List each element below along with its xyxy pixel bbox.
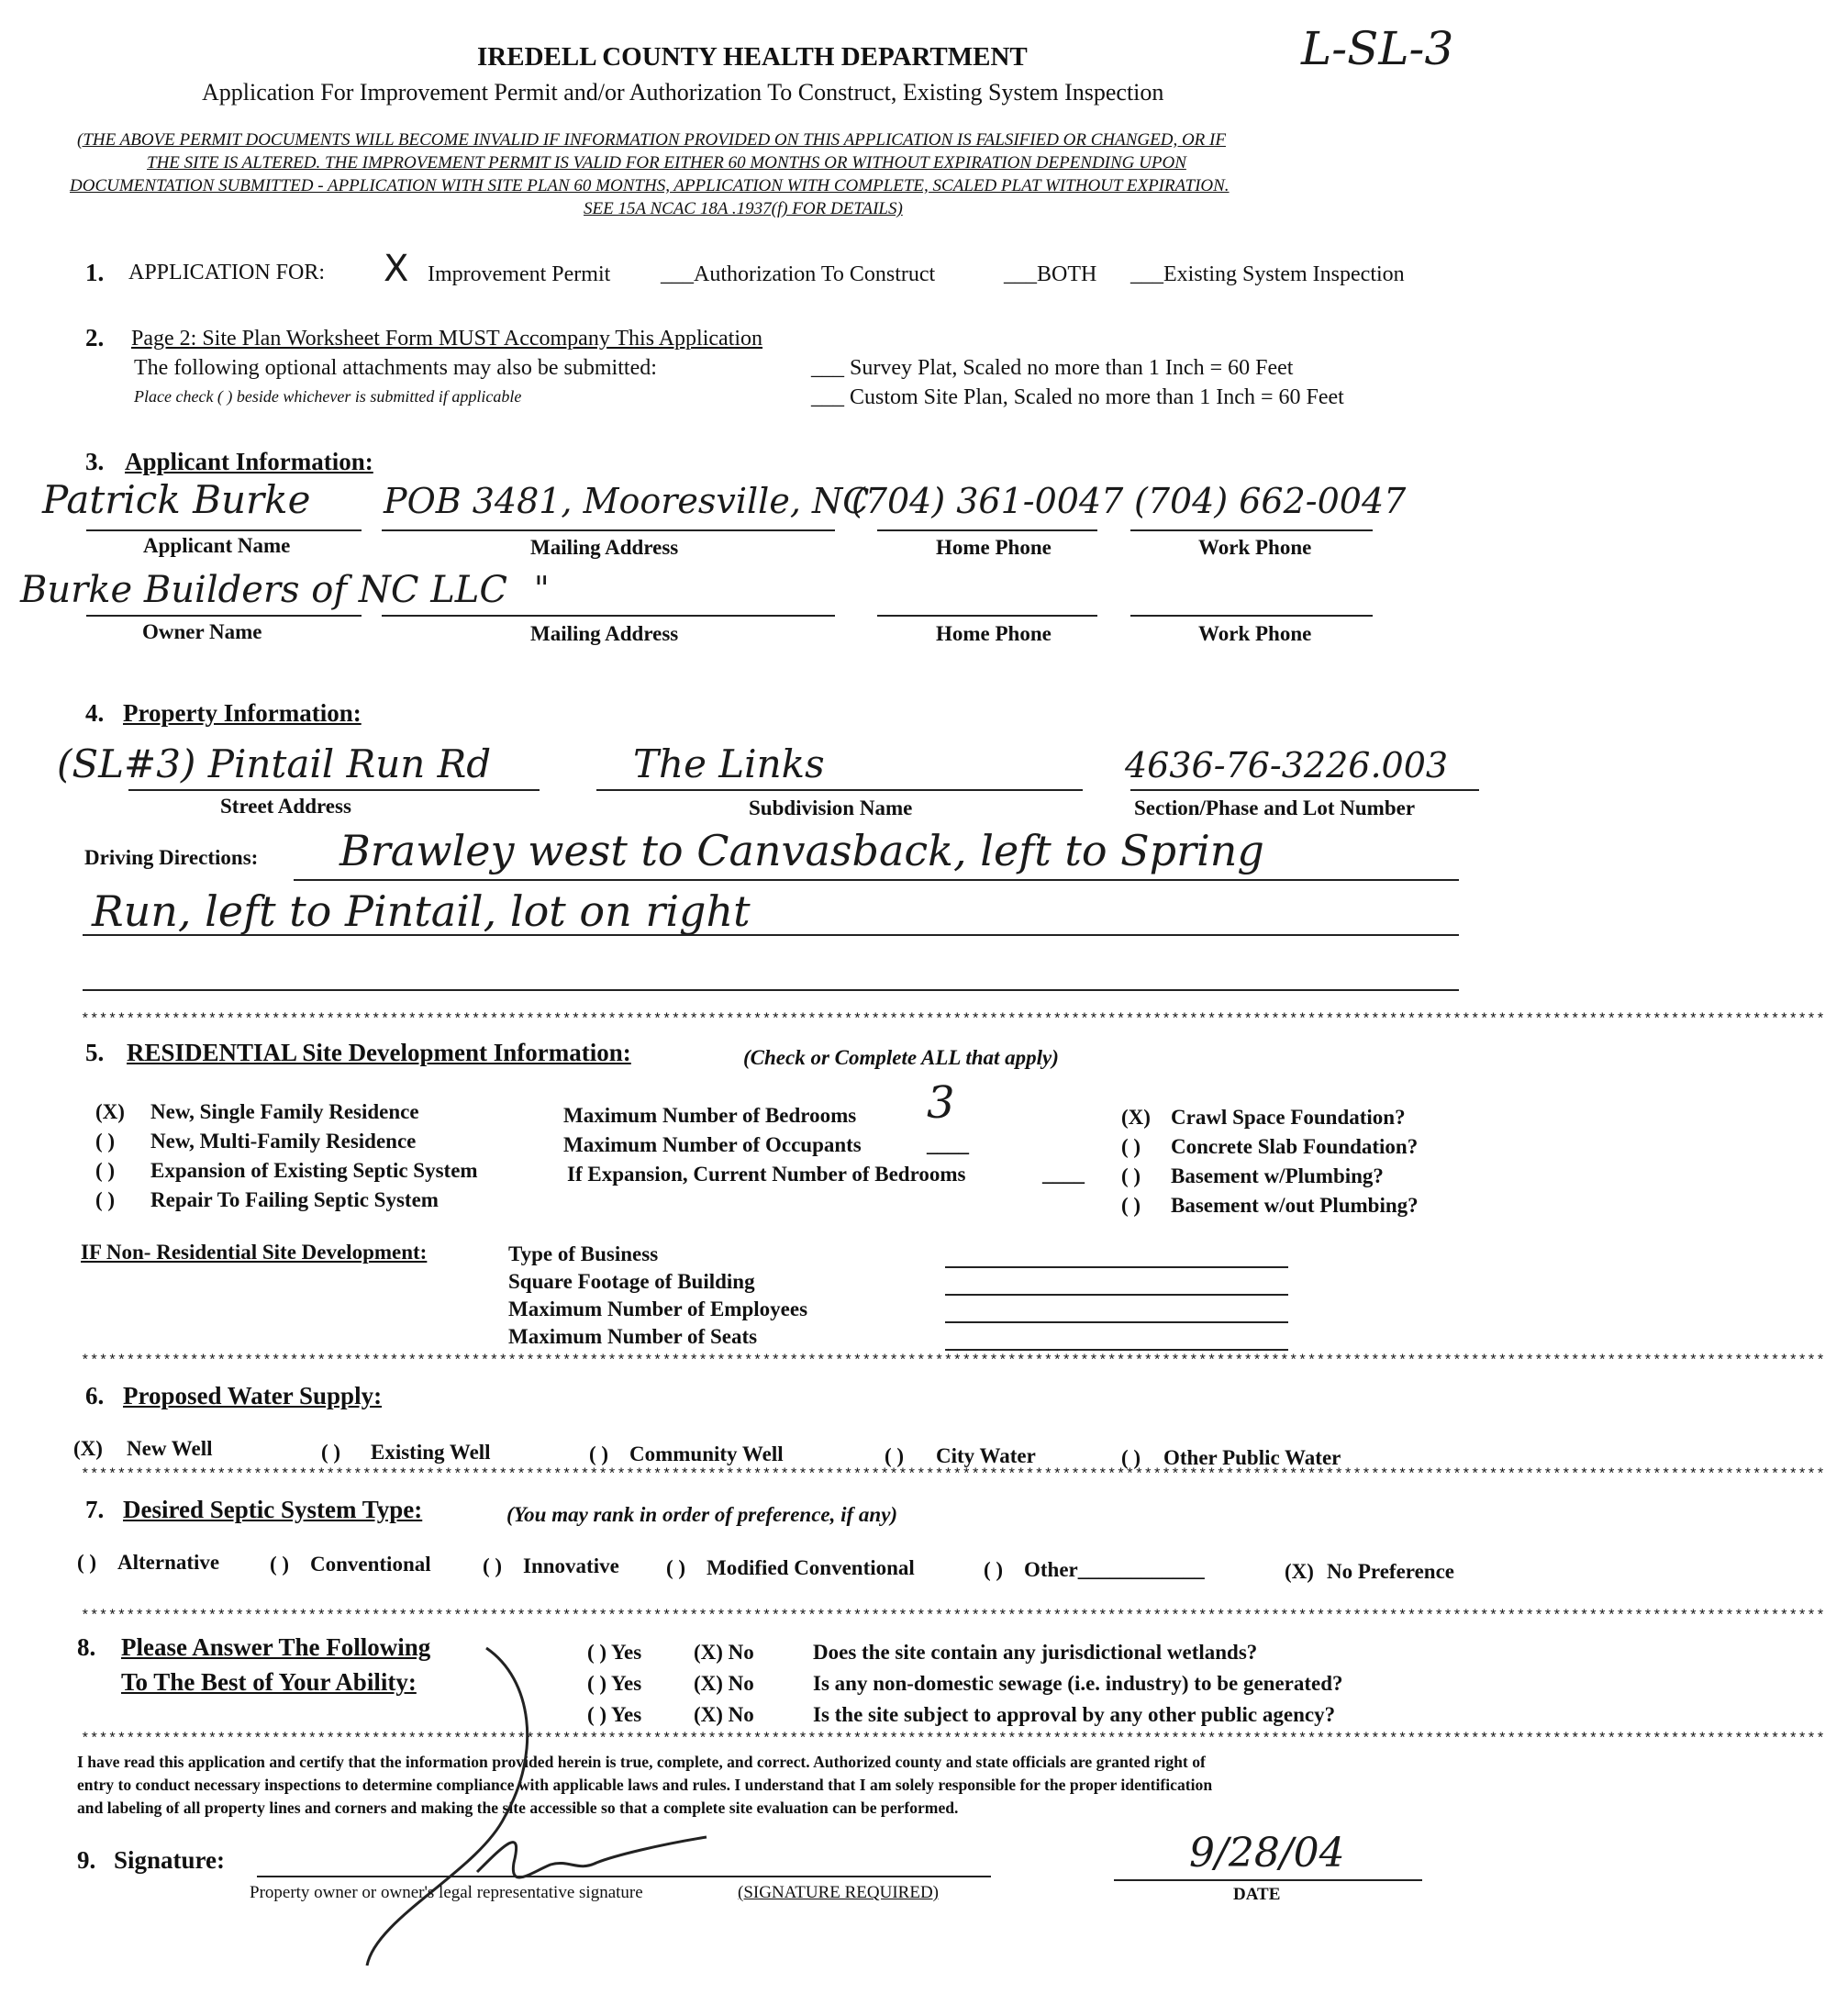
owner-name-label: Owner Name bbox=[142, 620, 262, 643]
home-phone-label: Home Phone bbox=[936, 536, 1052, 559]
driving-directions-label: Driving Directions: bbox=[84, 846, 259, 869]
sewage-question: Is any non-domestic sewage (i.e. industry) to be generated? bbox=[813, 1672, 1343, 1695]
check-community-well[interactable]: ( ) bbox=[589, 1442, 609, 1465]
questions-heading-1: Please Answer The Following bbox=[121, 1633, 431, 1661]
section-7-number: 7. bbox=[85, 1496, 105, 1523]
agency-question: Is the site subject to approval by any other public agency? bbox=[813, 1703, 1336, 1726]
check-no-preference[interactable]: (X) bbox=[1285, 1560, 1314, 1583]
concrete-slab-label: Concrete Slab Foundation? bbox=[1171, 1135, 1419, 1158]
subdivision-value[interactable]: The Links bbox=[633, 741, 825, 786]
check-multi-family[interactable]: ( ) bbox=[95, 1130, 116, 1153]
optional-attachments-text: The following optional attachments may also be submitted: bbox=[134, 356, 657, 380]
handwritten-code: L-SL-3 bbox=[1301, 22, 1454, 75]
max-occupants-label: Maximum Number of Occupants bbox=[563, 1133, 862, 1156]
questions-heading-2: To The Best of Your Ability: bbox=[121, 1668, 417, 1696]
square-footage-label: Square Footage of Building bbox=[508, 1270, 755, 1293]
sewage-yes[interactable]: ( ) Yes bbox=[587, 1672, 642, 1695]
applicant-name-label: Applicant Name bbox=[143, 534, 291, 557]
max-occupants-value[interactable]: ____ bbox=[927, 1133, 969, 1156]
basement-plumbing-label: Basement w/Plumbing? bbox=[1171, 1164, 1384, 1187]
section-1-number: 1. bbox=[85, 259, 105, 286]
other-label: Other____________ bbox=[1024, 1558, 1205, 1581]
max-employees-field[interactable] bbox=[945, 1321, 1288, 1323]
owner-mailing-label: Mailing Address bbox=[530, 622, 679, 645]
check-expansion[interactable]: ( ) bbox=[95, 1159, 116, 1182]
type-of-business-label: Type of Business bbox=[508, 1242, 659, 1265]
opt-survey-plat[interactable]: ___ Survey Plat, Scaled no more than 1 Inch = 60 Feet bbox=[811, 356, 1294, 380]
notice-line-1: (THE ABOVE PERMIT DOCUMENTS WILL BECOME INVALID IF INFORMATION PROVIDED ON THIS APPLICATION IS FALSIFIED OR CHANGED, OR IF bbox=[77, 130, 1226, 150]
form-title: IREDELL COUNTY HEALTH DEPARTMENT bbox=[477, 42, 1028, 72]
check-repair[interactable]: ( ) bbox=[95, 1188, 116, 1211]
alternative-label: Alternative bbox=[117, 1551, 220, 1574]
check-concrete-slab[interactable]: ( ) bbox=[1121, 1135, 1141, 1158]
work-phone-label: Work Phone bbox=[1198, 536, 1312, 559]
home-phone-value[interactable]: (704) 361-0047 bbox=[851, 481, 1124, 521]
residential-heading: RESIDENTIAL Site Development Information: bbox=[127, 1039, 631, 1066]
place-check-text: Place check ( ) beside whichever is submitted if applicable bbox=[134, 387, 522, 406]
notice-line-2: THE SITE IS ALTERED. THE IMPROVEMENT PERMIT IS VALID FOR EITHER 60 MONTHS OR WITHOUT EXPIRATION DEPENDING UPON bbox=[147, 153, 1186, 173]
wetlands-question: Does the site contain any jurisdictional wetlands? bbox=[813, 1641, 1258, 1664]
date-line[interactable] bbox=[1114, 1879, 1422, 1881]
new-well-label: New Well bbox=[127, 1437, 213, 1460]
check-other[interactable]: ( ) bbox=[984, 1558, 1004, 1581]
section-3-number: 3. bbox=[85, 448, 105, 475]
handwritten-signature bbox=[339, 1643, 734, 1973]
basement-no-plumbing-label: Basement w/out Plumbing? bbox=[1171, 1194, 1419, 1217]
agency-no[interactable]: (X) No bbox=[694, 1703, 754, 1726]
non-residential-label: IF Non- Residential Site Development: bbox=[81, 1241, 428, 1264]
section-8-number: 8. bbox=[77, 1633, 96, 1661]
section-4-number: 4. bbox=[85, 699, 105, 727]
current-bedrooms-label: If Expansion, Current Number of Bedrooms bbox=[567, 1163, 966, 1186]
applicant-name-value[interactable]: Patrick Burke bbox=[42, 477, 311, 522]
check-modified-conventional[interactable]: ( ) bbox=[666, 1556, 686, 1579]
check-basement-plumbing[interactable]: ( ) bbox=[1121, 1164, 1141, 1187]
improvement-permit-mark: X bbox=[384, 248, 410, 290]
owner-mailing-value[interactable]: " bbox=[534, 571, 550, 608]
date-label: DATE bbox=[1233, 1885, 1281, 1904]
crawl-space-label: Crawl Space Foundation? bbox=[1171, 1106, 1406, 1129]
check-new-well[interactable]: (X) bbox=[73, 1437, 103, 1460]
current-bedrooms-value[interactable]: ____ bbox=[1042, 1163, 1085, 1186]
signature-required: (SIGNATURE REQUIRED) bbox=[738, 1883, 940, 1902]
max-seats-label: Maximum Number of Seats bbox=[508, 1325, 758, 1348]
separator-stars-2: ************************************************************************************************************************************************************************************************ bbox=[81, 1353, 1825, 1369]
check-existing-well[interactable]: ( ) bbox=[321, 1441, 341, 1464]
wetlands-no[interactable]: (X) No bbox=[694, 1641, 754, 1664]
conventional-label: Conventional bbox=[310, 1553, 431, 1576]
subdivision-label: Subdivision Name bbox=[749, 796, 913, 819]
check-single-family[interactable]: (X) bbox=[95, 1100, 125, 1123]
other-public-water-label: Other Public Water bbox=[1163, 1446, 1341, 1469]
signature-caption: Property owner or owner's legal representative signature bbox=[250, 1883, 643, 1902]
check-conventional[interactable]: ( ) bbox=[270, 1553, 290, 1576]
septic-type-note: (You may rank in order of preference, if any) bbox=[506, 1503, 898, 1526]
street-address-label: Street Address bbox=[220, 795, 351, 818]
opt-existing-system-inspection[interactable]: ___Existing System Inspection bbox=[1130, 262, 1405, 286]
section-6-number: 6. bbox=[85, 1382, 105, 1409]
check-basement-no-plumbing[interactable]: ( ) bbox=[1121, 1194, 1141, 1217]
expansion-label: Expansion of Existing Septic System bbox=[150, 1159, 478, 1182]
site-plan-heading: Page 2: Site Plan Worksheet Form MUST Accompany This Application bbox=[131, 327, 763, 351]
residential-note: (Check or Complete ALL that apply) bbox=[743, 1046, 1059, 1069]
type-of-business-field[interactable] bbox=[945, 1266, 1288, 1268]
certification-line-2: entry to conduct necessary inspections to determine compliance with applicable laws and rules. I understand that I am solely responsible for the proper identification bbox=[77, 1776, 1213, 1794]
check-city-water[interactable]: ( ) bbox=[885, 1444, 905, 1467]
square-footage-field[interactable] bbox=[945, 1294, 1288, 1296]
opt-both[interactable]: ___BOTH bbox=[1004, 262, 1097, 286]
opt-custom-site-plan[interactable]: ___ Custom Site Plan, Scaled no more than 1 Inch = 60 Feet bbox=[811, 385, 1344, 409]
signature-label: Signature: bbox=[114, 1846, 226, 1874]
repair-label: Repair To Failing Septic System bbox=[150, 1188, 439, 1211]
septic-type-heading: Desired Septic System Type: bbox=[123, 1496, 423, 1523]
no-preference-label: No Preference bbox=[1327, 1560, 1454, 1583]
agency-yes[interactable]: ( ) Yes bbox=[587, 1703, 642, 1726]
separator-stars-3: ************************************************************************************************************************************************************************************************ bbox=[81, 1466, 1825, 1483]
separator-stars-1: ************************************************************************************************************************************************************************************************ bbox=[81, 1011, 1825, 1028]
section-9-number: 9. bbox=[77, 1846, 96, 1874]
notice-line-4: SEE 15A NCAC 18A .1937(f) FOR DETAILS) bbox=[584, 199, 903, 218]
certification-line-3: and labeling of all property lines and corners and making the site accessible so that a complete site evaluation can be performed. bbox=[77, 1799, 959, 1817]
wetlands-yes[interactable]: ( ) Yes bbox=[587, 1641, 642, 1664]
applicant-info-heading: Applicant Information: bbox=[125, 448, 373, 475]
lot-number-label: Section/Phase and Lot Number bbox=[1134, 796, 1416, 819]
multi-family-label: New, Multi-Family Residence bbox=[150, 1130, 417, 1153]
street-address-value[interactable]: (SL#3) Pintail Run Rd bbox=[57, 741, 492, 786]
owner-name-value[interactable]: Burke Builders of NC LLC bbox=[20, 569, 507, 611]
application-for-label: APPLICATION FOR: bbox=[128, 261, 326, 284]
mailing-address-value[interactable]: POB 3481, Mooresville, NC bbox=[384, 481, 870, 521]
opt-authorization-to-construct[interactable]: ___Authorization To Construct bbox=[661, 262, 936, 286]
signature-date-value[interactable]: 9/28/04 bbox=[1189, 1830, 1345, 1877]
city-water-label: City Water bbox=[936, 1444, 1036, 1467]
certification-line-1: I have read this application and certify that the information provided herein is true, complete, and correct. Authorized county and state officials are granted right of bbox=[77, 1753, 1206, 1771]
mailing-address-label: Mailing Address bbox=[530, 536, 679, 559]
section-5-number: 5. bbox=[85, 1039, 105, 1066]
max-employees-label: Maximum Number of Employees bbox=[508, 1298, 808, 1320]
check-innovative[interactable]: ( ) bbox=[483, 1554, 503, 1577]
innovative-label: Innovative bbox=[523, 1554, 619, 1577]
max-bedrooms-label: Maximum Number of Bedrooms bbox=[563, 1104, 857, 1127]
notice-line-3: DOCUMENTATION SUBMITTED - APPLICATION WITH SITE PLAN 60 MONTHS, APPLICATION WITH COMPLETE, SCALED PLAT WITHOUT EXPIRATION. bbox=[70, 176, 1230, 195]
check-alternative[interactable]: ( ) bbox=[77, 1551, 97, 1574]
opt-improvement-permit[interactable]: Improvement Permit bbox=[428, 262, 611, 286]
community-well-label: Community Well bbox=[629, 1442, 784, 1465]
separator-stars-5: ************************************************************************************************************************************************************************************************ bbox=[81, 1731, 1825, 1747]
lot-number-value[interactable]: 4636-76-3226.003 bbox=[1125, 745, 1449, 785]
driving-directions-line-1[interactable]: Brawley west to Canvasback, left to Spring bbox=[339, 826, 1264, 875]
existing-well-label: Existing Well bbox=[371, 1441, 491, 1464]
property-info-heading: Property Information: bbox=[123, 699, 362, 727]
check-crawl-space[interactable]: (X) bbox=[1121, 1106, 1151, 1129]
separator-stars-4: ************************************************************************************************************************************************************************************************ bbox=[81, 1608, 1825, 1624]
max-bedrooms-value[interactable]: 3 bbox=[927, 1077, 955, 1129]
form-subtitle: Application For Improvement Permit and/or Authorization To Construct, Existing System Inspection bbox=[202, 79, 1164, 106]
single-family-label: New, Single Family Residence bbox=[150, 1100, 419, 1123]
driving-directions-line-2[interactable]: Run, left to Pintail, lot on right bbox=[92, 886, 751, 936]
owner-work-phone-label: Work Phone bbox=[1198, 622, 1312, 645]
owner-home-phone-label: Home Phone bbox=[936, 622, 1052, 645]
sewage-no[interactable]: (X) No bbox=[694, 1672, 754, 1695]
check-other-public-water[interactable]: ( ) bbox=[1121, 1446, 1141, 1469]
water-supply-heading: Proposed Water Supply: bbox=[123, 1382, 383, 1409]
work-phone-value[interactable]: (704) 662-0047 bbox=[1134, 481, 1407, 521]
section-2-number: 2. bbox=[85, 324, 105, 351]
modified-conventional-label: Modified Conventional bbox=[707, 1556, 915, 1579]
max-seats-field[interactable] bbox=[945, 1349, 1288, 1351]
